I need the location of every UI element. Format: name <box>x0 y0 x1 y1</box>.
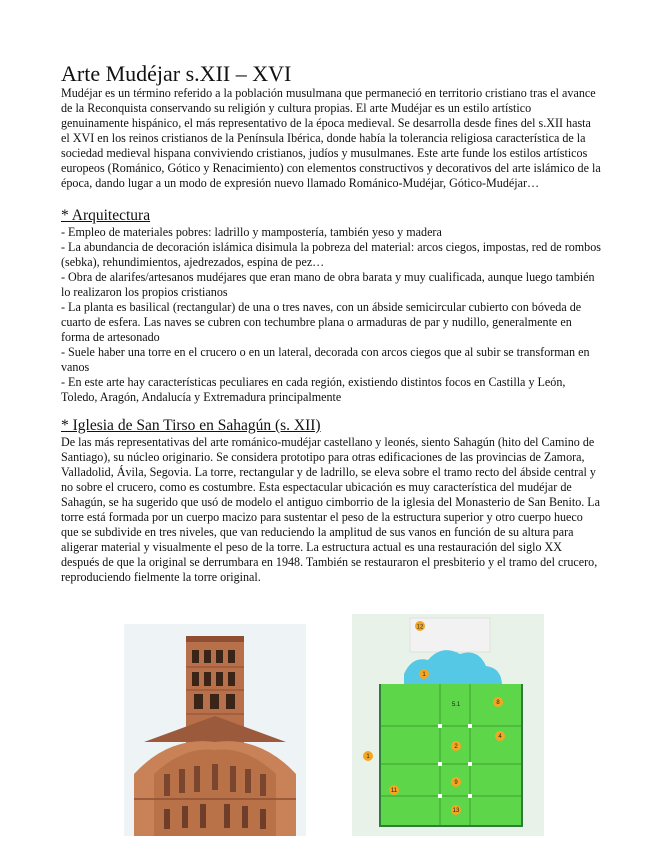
plan-label: 4 <box>498 734 502 740</box>
church-photo <box>124 624 306 836</box>
list-item: - Empleo de materiales pobres: ladrillo y mampostería, también yeso y madera <box>61 225 442 239</box>
plan-label: 2 <box>454 744 458 750</box>
list-item: - La planta es basilical (rectangular) de una o tres naves, con un ábside semicircular cubierto con bóveda de cuarto de esfera. Las naves se cubren con techumbre plana o armaduras de par y nudillo, generalmente en forma de artesonado <box>61 300 582 344</box>
document-body <box>61 62 601 585</box>
figure-row <box>0 614 655 848</box>
section-title-iglesia: * Iglesia de San Tirso en Sahagún (s. XII) <box>61 417 321 434</box>
list-item: - En este arte hay características peculiares en cada región, existiendo distintos focos en Castilla y León, Toledo, Aragón, Andalucía y Extremadura principalmente <box>61 375 566 404</box>
church-illustration <box>124 624 306 836</box>
plan-label: 13 <box>452 808 460 814</box>
floor-plan <box>352 614 544 836</box>
plan-label: 1 <box>366 754 370 760</box>
plan-label: 1 <box>422 672 426 678</box>
list-item: - La abundancia de decoración islámica disimula la pobreza del material: arcos ciegos, impostas, red de rombos (sebka), rehundimientos, ajedrezados, espina de pez… <box>61 240 601 269</box>
plan-label: 11 <box>390 788 398 794</box>
list-item: - Suele haber una torre en el crucero o en un lateral, decorada con arcos ciegos que al subir se transforman en vanos <box>61 345 590 374</box>
plan-label: 12 <box>416 624 424 631</box>
section-title-arquitectura: * Arquitectura <box>61 207 151 224</box>
plan-label: 5.1 <box>451 702 461 708</box>
list-item: - Obra de alarifes/artesanos mudéjares que eran mano de obra barata y muy cualificada, aunque luego también lo realizaron los propios cristianos <box>61 270 595 299</box>
plan-label: 9 <box>454 780 458 786</box>
plan-label: 8 <box>496 700 500 706</box>
floor-plan-illustration <box>352 614 544 836</box>
intro-paragraph: Mudéjar es un término referido a la población musulmana que permaneció en territorio cristiano tras el avance de la Reconquista conservando su religión y cultura propias. El arte Mudéjar es un estilo artístico genuinamente hispánico, el más representativo de la época medieval. Se desarrolla desde fines del s.XII hasta el XVI en los reinos cristianos de la Península Ibérica, donde había la tolerancia religiosa característica de la sociedad medieval hispana conviviendo cristianos, judíos y musulmanes. Este arte funde los estilos artísticos europeos (Románico, Gótico y Renacimiento) con elementos constructivos y decorativos del arte islámico de la época, dando lugar a un modo de expresión nuevo llamado Románico-Mudéjar, Gótico-Mudéjar… <box>61 86 601 190</box>
page-title: Arte Mudéjar s.XII – XVI <box>61 61 292 86</box>
iglesia-paragraph: De las más representativas del arte románico-mudéjar castellano y leonés, siento Sahagún (hito del Camino de Santiago), su núcleo originario. Se considera prototipo para otras edificaciones de las provincias de Zamora, Valladolid, Ávila, Segovia. La torre, rectangular y de ladrillo, se eleva sobre el tramo recto del ábside central y no sobre el crucero, como es costumbre. Esta espectacular ubicación es muy característica del mudéjar de Sahagún, se ha sugerido que usó de modelo el antiguo cimborrio de la iglesia del Monasterio de San Benito. La torre está formada por un cuerpo macizo para sustentar el peso de la estructura superior y otro cuerpo hueco que se subdivide en tres niveles, que van reduciendo la amplitud de sus vanos en función de su altura para aligerar material y visualmente el peso de la torre. La estructura actual es una restauración del siglo XX después de que la original se derrumbara en 1948. También se restauraron el presbiterio y el tramo del crucero, reproduciendo fielmente la torre original. <box>61 435 601 584</box>
